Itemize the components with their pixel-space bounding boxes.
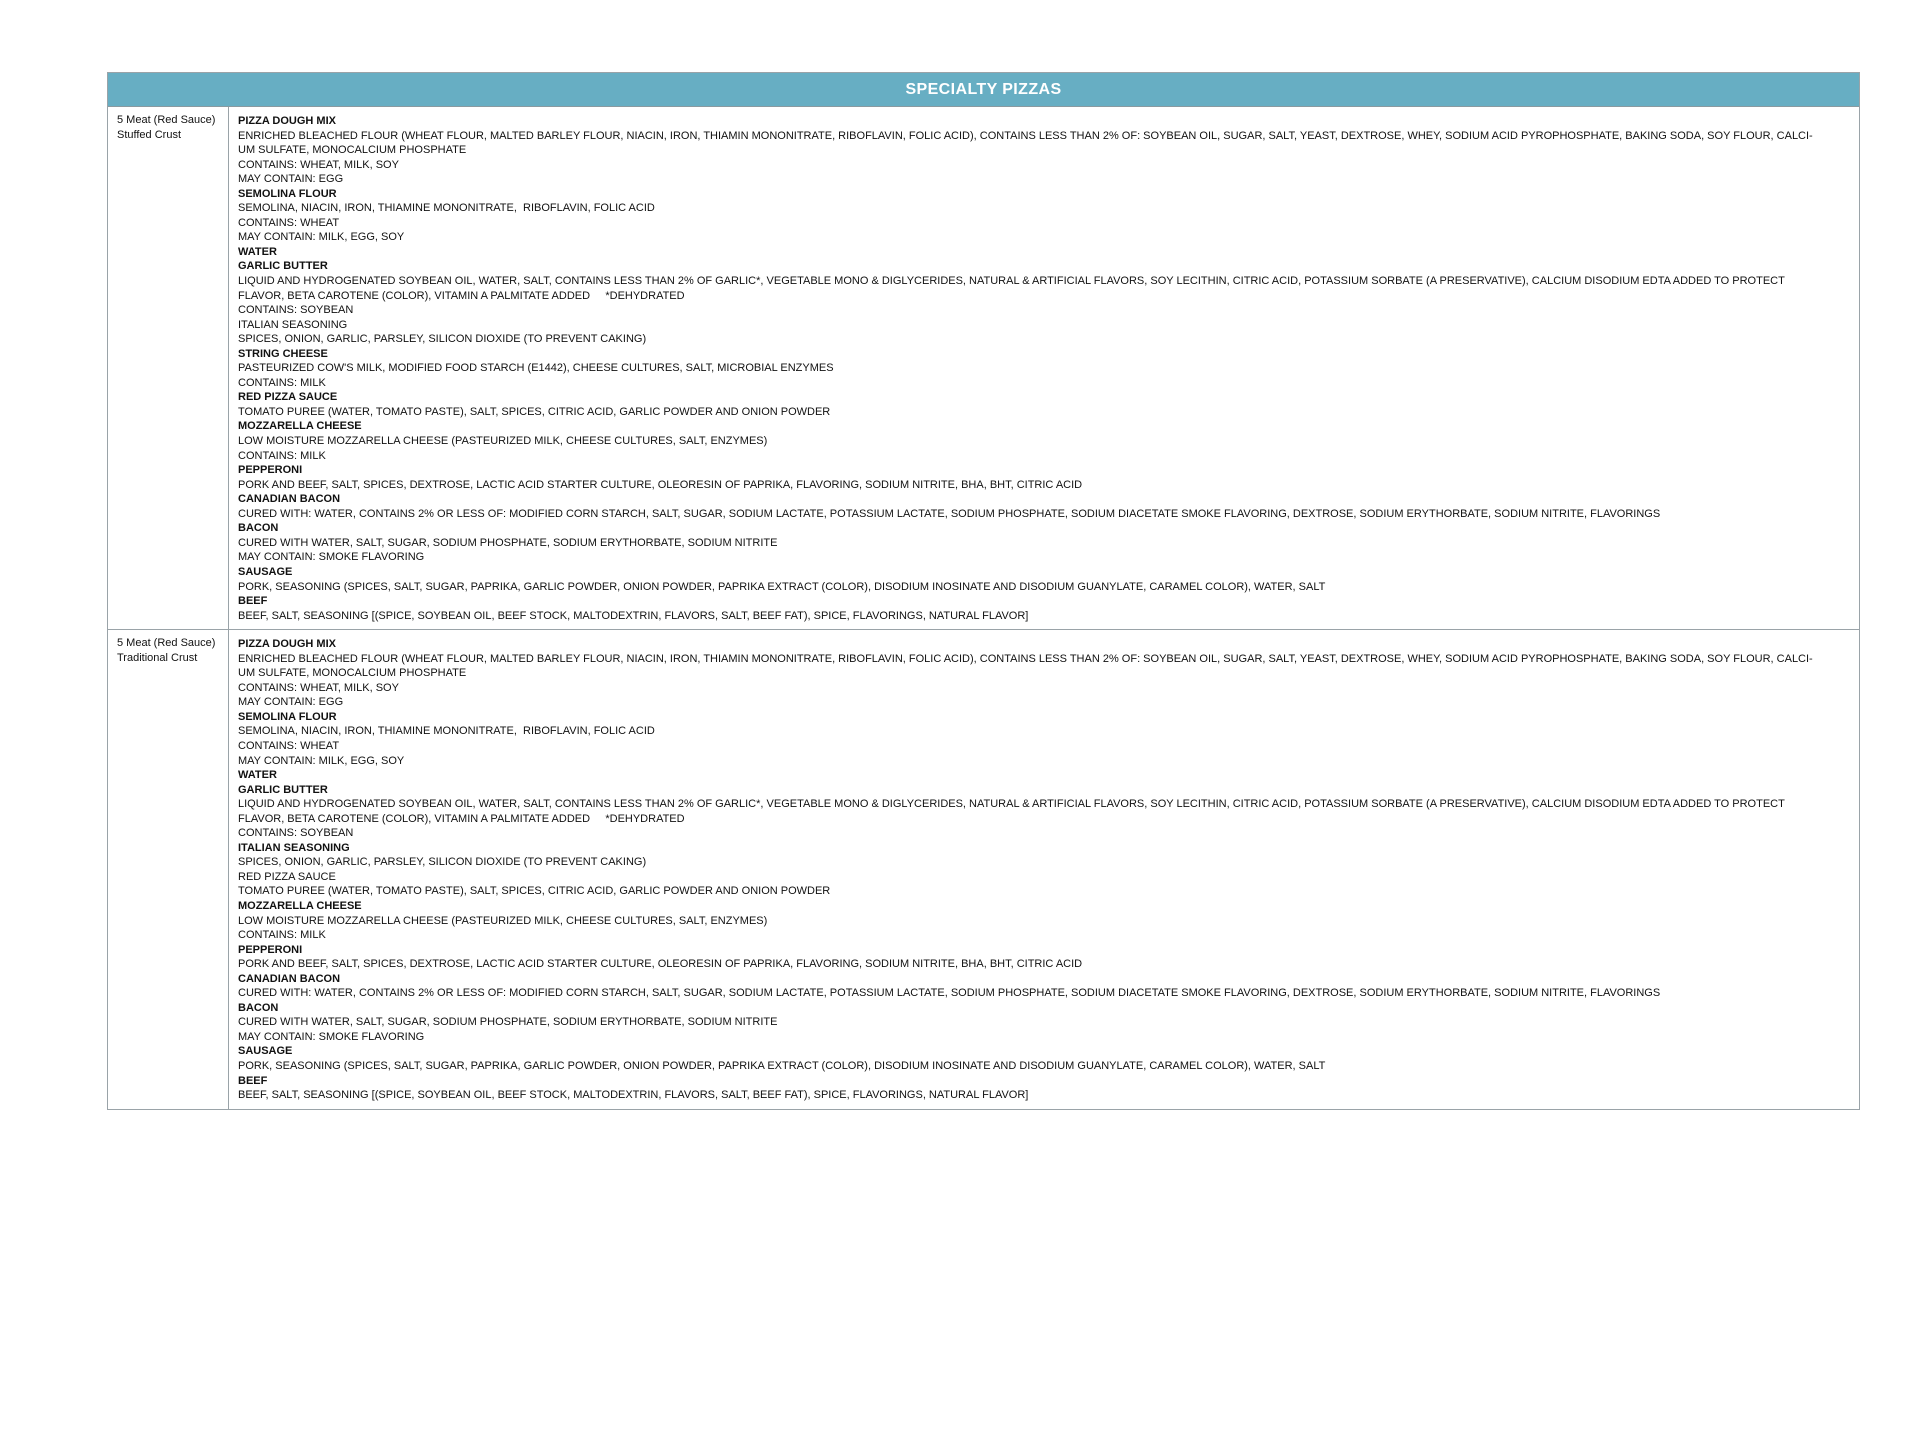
ingredient-detail: CONTAINS: WHEAT: [238, 216, 340, 229]
ingredient-detail: MAY CONTAIN: MILK, EGG, SOY: [238, 231, 405, 244]
ingredient-title: BACON: [238, 522, 279, 535]
ingredient-detail: CURED WITH: WATER, CONTAINS 2% OR LESS OF: MODIFIED CORN STARCH, SALT, SUGAR, SODIUM LACTATE, POTASSIUM LACTATE, SODIUM PHOSPHATE, SODIUM DIACETATE SMOKE FLAVORING, DEXTROSE, SODIUM ERYTHORBATE, SODIUM NITRITE, FLAVORINGS: [238, 507, 1661, 520]
ingredient-detail: LIQUID AND HYDROGENATED SOYBEAN OIL, WATER, SALT, CONTAINS LESS THAN 2% OF GARLIC*, VEGETABLE MONO & DIGLYCERIDES, NATURAL & ARTIFICIAL FLAVORS, SOY LECITHIN, CITRIC ACID, POTASSIUM SORBATE (A PRESERVATIVE), CALCIUM DISODIUM EDTA ADDED TO PROTECT: [238, 275, 1785, 288]
ingredient-title: MOZZARELLA CHEESE: [238, 899, 362, 912]
ingredient-detail: LIQUID AND HYDROGENATED SOYBEAN OIL, WATER, SALT, CONTAINS LESS THAN 2% OF GARLIC*, VEGETABLE MONO & DIGLYCERIDES, NATURAL & ARTIFICIAL FLAVORS, SOY LECITHIN, CITRIC ACID, POTASSIUM SORBATE (A PRESERVATIVE), CALCIUM DISODIUM EDTA ADDED TO PROTECT: [238, 798, 1785, 811]
ingredient-detail: CONTAINS: WHEAT, MILK, SOY: [238, 681, 399, 694]
ingredient-detail: LOW MOISTURE MOZZARELLA CHEESE (PASTEURIZED MILK, CHEESE CULTURES, SALT, ENZYMES): [238, 435, 768, 448]
pizza-name-line: 5 Meat (Red Sauce): [117, 637, 216, 650]
ingredient-title: SAUSAGE: [238, 565, 293, 578]
ingredient-title: PIZZA DOUGH MIX: [238, 115, 336, 127]
ingredient-detail: FLAVOR, BETA CAROTENE (COLOR), VITAMIN A PALMITATE ADDED *DEHYDRATED: [238, 289, 685, 302]
ingredient-title: PEPPERONI: [238, 464, 303, 477]
ingredient-title: RED PIZZA SAUCE: [238, 391, 338, 404]
ingredient-detail: CONTAINS: MILK: [238, 449, 326, 462]
ingredient-detail: TOMATO PUREE (WATER, TOMATO PASTE), SALT, SPICES, CITRIC ACID, GARLIC POWDER AND ONION POWDER: [238, 405, 831, 418]
ingredient-detail: SEMOLINA, NIACIN, IRON, THIAMINE MONONITRATE, RIBOFLAVIN, FOLIC ACID: [238, 202, 655, 215]
ingredient-detail: PORK AND BEEF, SALT, SPICES, DEXTROSE, LACTIC ACID STARTER CULTURE, OLEORESIN OF PAPRIKA, FLAVORING, SODIUM NITRITE, BHA, BHT, CITRIC ACID: [238, 958, 1083, 971]
ingredient-detail: CONTAINS: MILK: [238, 929, 326, 942]
ingredient-title: PEPPERONI: [238, 943, 303, 956]
ingredient-detail: MAY CONTAIN: EGG: [238, 696, 344, 709]
pizza-name-cell: [108, 630, 229, 1109]
ingredient-title: BEEF: [238, 1074, 268, 1087]
ingredient-detail: BEEF, SALT, SEASONING [(SPICE, SOYBEAN OIL, BEEF STOCK, MALTODEXTRIN, FLAVORS, SALT, BEEF FAT), SPICE, FLAVORINGS, NATURAL FLAVOR]: [238, 609, 1029, 622]
pizza-name-line: Stuffed Crust: [117, 128, 181, 141]
ingredient-detail: PORK, SEASONING (SPICES, SALT, SUGAR, PAPRIKA, GARLIC POWDER, ONION POWDER, PAPRIKA EXTRACT (COLOR), DISODIUM INOSINATE AND DISODIUM GUANYLATE, CARAMEL COLOR), WATER, SALT: [238, 1060, 1326, 1072]
ingredient-detail: SPICES, ONION, GARLIC, PARSLEY, SILICON DIOXIDE (TO PREVENT CAKING): [238, 333, 647, 346]
table-body: [108, 107, 1859, 1109]
ingredient-detail: MAY CONTAIN: EGG: [238, 173, 344, 186]
ingredient-title: SEMOLINA FLOUR: [238, 710, 337, 723]
specialty-pizzas-table: [107, 72, 1860, 1110]
ingredient-detail: BEEF, SALT, SEASONING [(SPICE, SOYBEAN OIL, BEEF STOCK, MALTODEXTRIN, FLAVORS, SALT, BEEF FAT), SPICE, FLAVORINGS, NATURAL FLAVOR]: [238, 1089, 1029, 1102]
ingredient-title: MOZZARELLA CHEESE: [238, 420, 362, 433]
section-title: SPECIALTY PIZZAS: [905, 80, 1062, 98]
ingredient-detail: MAY CONTAIN: MILK, EGG, SOY: [238, 754, 405, 767]
ingredient-detail: CURED WITH WATER, SALT, SUGAR, SODIUM PHOSPHATE, SODIUM ERYTHORBATE, SODIUM NITRITE: [238, 536, 778, 549]
ingredient-title: STRING CHEESE: [238, 347, 328, 360]
ingredient-detail: CONTAINS: MILK: [238, 376, 326, 389]
ingredient-detail: PORK AND BEEF, SALT, SPICES, DEXTROSE, LACTIC ACID STARTER CULTURE, OLEORESIN OF PAPRIKA, FLAVORING, SODIUM NITRITE, BHA, BHT, CITRIC ACID: [238, 478, 1083, 491]
ingredient-title: SEMOLINA FLOUR: [238, 187, 337, 200]
ingredient-detail: TOMATO PUREE (WATER, TOMATO PASTE), SALT, SPICES, CITRIC ACID, GARLIC POWDER AND ONION POWDER: [238, 885, 831, 898]
ingredient-detail: SPICES, ONION, GARLIC, PARSLEY, SILICON DIOXIDE (TO PREVENT CAKING): [238, 856, 647, 869]
ingredient-detail: CONTAINS: WHEAT, MILK, SOY: [238, 158, 399, 171]
ingredient-detail: ENRICHED BLEACHED FLOUR (WHEAT FLOUR, MALTED BARLEY FLOUR, NIACIN, IRON, THIAMIN MONONITRATE, RIBOFLAVIN, FOLIC ACID), CONTAINS LESS THAN 2% OF: SOYBEAN OIL, SUGAR, SALT, YEAST, DEXTROSE, WHEY, SODIUM ACID PYROPHOSPHATE, BAKING SODA, SOY FLOUR, CALCI-: [238, 652, 1813, 665]
ingredient-detail: CONTAINS: WHEAT: [238, 739, 340, 752]
ingredient-detail: LOW MOISTURE MOZZARELLA CHEESE (PASTEURIZED MILK, CHEESE CULTURES, SALT, ENZYMES): [238, 914, 768, 927]
pizza-name-line: 5 Meat (Red Sauce): [117, 114, 216, 126]
ingredient-detail: MAY CONTAIN: SMOKE FLAVORING: [238, 551, 425, 564]
ingredient-title: WATER: [238, 769, 277, 782]
ingredient-detail: PORK, SEASONING (SPICES, SALT, SUGAR, PAPRIKA, GARLIC POWDER, ONION POWDER, PAPRIKA EXTRACT (COLOR), DISODIUM INOSINATE AND DISODIUM GUANYLATE, CARAMEL COLOR), WATER, SALT: [238, 580, 1326, 593]
ingredient-title: GARLIC BUTTER: [238, 260, 328, 273]
ingredient-title: BACON: [238, 1001, 279, 1014]
ingredient-detail: FLAVOR, BETA CAROTENE (COLOR), VITAMIN A PALMITATE ADDED *DEHYDRATED: [238, 812, 685, 825]
ingredient-title: SAUSAGE: [238, 1045, 293, 1058]
ingredient-detail: MAY CONTAIN: SMOKE FLAVORING: [238, 1030, 425, 1043]
ingredient-detail: SEMOLINA, NIACIN, IRON, THIAMINE MONONITRATE, RIBOFLAVIN, FOLIC ACID: [238, 725, 655, 738]
pizza-name-line: Traditional Crust: [117, 651, 198, 664]
ingredient-title: GARLIC BUTTER: [238, 783, 328, 796]
ingredient-detail: ENRICHED BLEACHED FLOUR (WHEAT FLOUR, MALTED BARLEY FLOUR, NIACIN, IRON, THIAMIN MONONITRATE, RIBOFLAVIN, FOLIC ACID), CONTAINS LESS THAN 2% OF: SOYBEAN OIL, SUGAR, SALT, YEAST, DEXTROSE, WHEY, SODIUM ACID PYROPHOSPHATE, BAKING SODA, SOY FLOUR, CALCI-: [238, 129, 1813, 142]
ingredients-cell: [229, 630, 1859, 1109]
ingredient-title: BEEF: [238, 595, 268, 608]
ingredient-detail: UM SULFATE, MONOCALCIUM PHOSPHATE: [238, 144, 467, 157]
pizza-name-cell: [108, 107, 229, 629]
ingredient-title: WATER: [238, 245, 277, 258]
ingredient-title: ITALIAN SEASONING: [238, 841, 350, 854]
ingredient-title: PIZZA DOUGH MIX: [238, 638, 336, 651]
ingredient-detail: CONTAINS: SOYBEAN: [238, 827, 354, 840]
ingredient-detail: PASTEURIZED COW'S MILK, MODIFIED FOOD STARCH (E1442), CHEESE CULTURES, SALT, MICROBIAL ENZYMES: [238, 362, 834, 375]
table-row: [108, 629, 1859, 1109]
ingredient-detail: CONTAINS: SOYBEAN: [238, 304, 354, 317]
table-row: [108, 107, 1859, 629]
ingredient-detail: ITALIAN SEASONING: [238, 318, 348, 331]
ingredient-detail: RED PIZZA SAUCE: [238, 870, 336, 883]
ingredient-detail: CURED WITH: WATER, CONTAINS 2% OR LESS OF: MODIFIED CORN STARCH, SALT, SUGAR, SODIUM LACTATE, POTASSIUM LACTATE, SODIUM PHOSPHATE, SODIUM DIACETATE SMOKE FLAVORING, DEXTROSE, SODIUM ERYTHORBATE, SODIUM NITRITE, FLAVORINGS: [238, 987, 1661, 1000]
ingredient-title: CANADIAN BACON: [238, 972, 341, 985]
table-header: [108, 73, 1859, 107]
ingredient-detail: CURED WITH WATER, SALT, SUGAR, SODIUM PHOSPHATE, SODIUM ERYTHORBATE, SODIUM NITRITE: [238, 1016, 778, 1029]
ingredient-detail: UM SULFATE, MONOCALCIUM PHOSPHATE: [238, 667, 467, 680]
ingredients-cell: [229, 107, 1859, 629]
ingredient-title: CANADIAN BACON: [238, 493, 341, 506]
